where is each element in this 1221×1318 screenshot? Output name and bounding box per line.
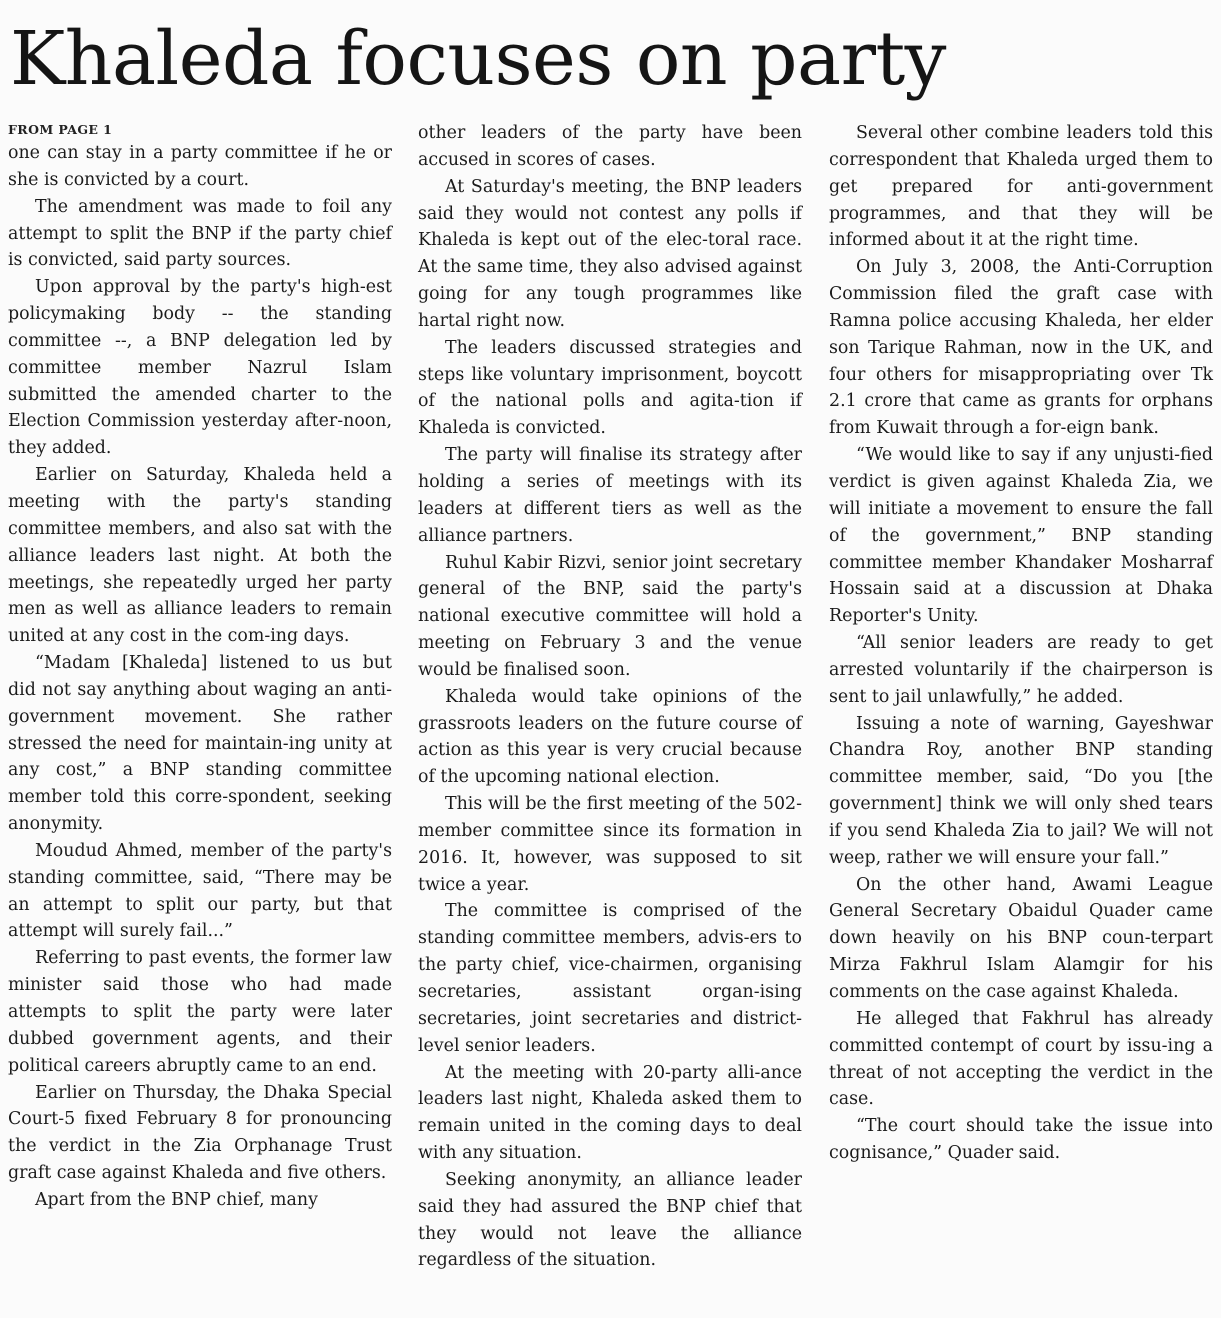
- paragraph: Referring to past events, the former law minister said those who had made attempts to split the party were later dubbed government agents, and their political careers abruptly came to an end.: [8, 948, 392, 1076]
- paragraph: The party will finalise its strategy after holding a series of meetings with its leaders at different tiers as well as the alliance partners.: [418, 445, 802, 546]
- paragraph: Upon approval by the party's high-est policymaking body -- the standing committee --, a BNP delegation led by committee member Nazrul Islam submitted the amended charter to the Election Commission yesterday after-noon, they added.: [8, 277, 392, 459]
- paragraph: one can stay in a party committee if he or she is convicted by a court.: [8, 143, 392, 190]
- paragraph: Seeking anonymity, an alliance leader said they had assured the BNP chief that they would not leave the alliance regardless of the situation.: [418, 1169, 802, 1271]
- paragraph: On the other hand, Awami League General Secretary Obaidul Quader came down heavily on his BNP coun-terpart Mirza Fakhrul Islam Alamgir for his comments on the case against Khaleda.: [829, 874, 1213, 1002]
- paragraph: The committee is comprised of the standing committee members, advis-ers to the party chief, vice-chairmen, organising secretaries, assistant organ-ising secretaries, joint secretaries and district-level senior leaders.: [418, 901, 802, 1056]
- paragraph: Issuing a note of warning, Gayeshwar Chandra Roy, another BNP standing committee member, said, “Do you [the government] think we will only shed tears if you send Khaleda Zia to jail? We will not weep, rather we will ensure your fall.”: [829, 713, 1213, 868]
- paragraph: On July 3, 2008, the Anti-Corruption Commission filed the graft case with Ramna police accusing Khaleda, her elder son Tarique Rahman, now in the UK, and four others for misappropriating over Tk 2.1 crore that came as grants for orphans from Kuwait through a for-eign bank.: [829, 257, 1213, 439]
- paragraph: “The court should take the issue into cognisance,” Quader said.: [829, 1116, 1213, 1164]
- paragraph: Khaleda would take opinions of the grassroots leaders on the future course of action as this year is very crucial because of the upcoming national election.: [418, 686, 802, 788]
- paragraph: Earlier on Thursday, the Dhaka Special Court-5 fixed February 8 for pronouncing the verdict in the Zia Orphanage Trust graft case against Khaleda and five others.: [8, 1082, 392, 1184]
- paragraph: At Saturday's meeting, the BNP leaders said they would not contest any polls if Khaleda is kept out of the elec-toral race. At the same time, they also advised against going for any tough programmes like hartal right now.: [418, 176, 802, 331]
- paragraph: At the meeting with 20-party alli-ance leaders last night, Khaleda asked them to remain united in the coming days to deal with any situation.: [418, 1062, 802, 1164]
- jump-label: FROM PAGE 1: [8, 122, 113, 137]
- headline: Khaleda focuses on party: [10, 16, 946, 102]
- paragraph: Earlier on Saturday, Khaleda held a meeting with the party's standing committee members, and also sat with the alliance leaders last night. At both the meetings, she repeatedly urged her party men as well as alliance leaders to remain united at any cost in the com-ing days.: [8, 465, 392, 647]
- paragraph: Apart from the BNP chief, many: [35, 1189, 318, 1210]
- paragraph: Several other combine leaders told this correspondent that Khaleda urged them to get prepared for anti-government programmes, and that they will be informed about it at the right time.: [829, 123, 1213, 251]
- article-column-3: [829, 120, 1213, 1167]
- paragraph: “We would like to say if any unjusti-fied verdict is given against Khaleda Zia, we will initiate a movement to ensure the fall of the government,” BNP standing committee member Khandaker Mosharraf Hossain said at a discussion at Dhaka Reporter's Unity.: [829, 445, 1213, 627]
- paragraph: Ruhul Kabir Rizvi, senior joint secretary general of the BNP, said the party's national executive committee will hold a meeting on February 3 and the venue would be finalised soon.: [418, 552, 802, 680]
- paragraph: “Madam [Khaleda] listened to us but did not say anything about waging an anti-government movement. She rather stressed the need for maintain-ing unity at any cost,” a BNP standing committee member told this corre-spondent, seeking anonymity.: [8, 653, 392, 835]
- paragraph: Moudud Ahmed, member of the party's standing committee, said, “There may be an attempt to split our party, but that attempt will surely fail...”: [8, 840, 392, 942]
- paragraph: other leaders of the party have been accused in scores of cases.: [418, 123, 802, 170]
- paragraph: The amendment was made to foil any attempt to split the BNP if the party chief is convicted, said party sources.: [8, 196, 392, 271]
- paragraph: The leaders discussed strategies and steps like voluntary imprisonment, boycott of the national polls and agita-tion if Khaleda is convicted.: [418, 337, 802, 439]
- article-column-1: [8, 120, 392, 1214]
- paragraph: “All senior leaders are ready to get arrested voluntarily if the chairperson is sent to jail unlawfully,” he added.: [829, 633, 1213, 707]
- paragraph: He alleged that Fakhrul has already committed contempt of court by issu-ing a threat of not accepting the verdict in the case.: [829, 1008, 1213, 1110]
- article-column-2: [418, 120, 802, 1274]
- paragraph: This will be the first meeting of the 502-member committee since its formation in 2016. It, however, was supposed to sit twice a year.: [418, 794, 802, 895]
